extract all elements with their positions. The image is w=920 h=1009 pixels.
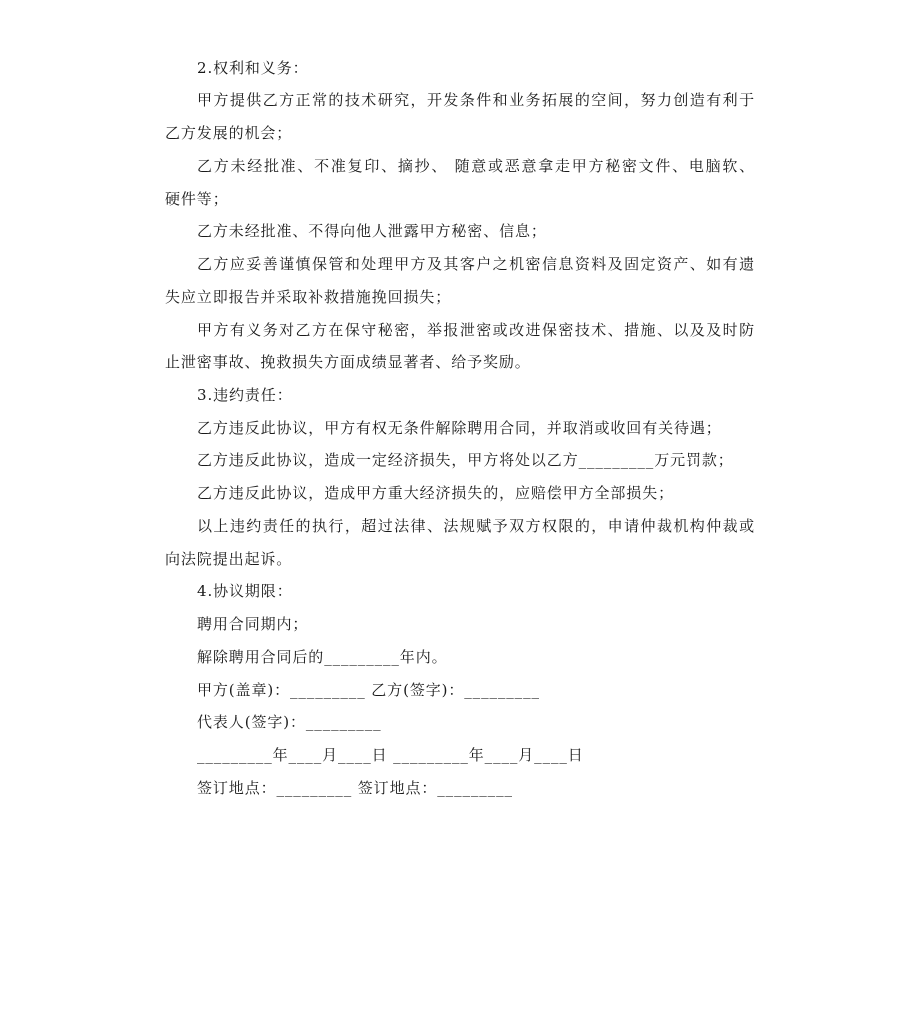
section-heading-rights-obligations: 2.权利和义务：: [197, 59, 309, 77]
paragraph-line: 聘用合同期内；: [197, 615, 309, 633]
paragraph-line: 硬件等；: [165, 190, 229, 208]
signature-representative-line: 代表人(签字)：_________: [197, 713, 382, 731]
paragraph-line: 甲方有义务对乙方在保守秘密，举报泄密或改进保密技术、措施、以及及时防: [197, 321, 755, 339]
paragraph-line: 乙方应妥善谨慎保管和处理甲方及其客户之机密信息资料及固定资产、如有遗: [197, 255, 755, 273]
section-heading-breach-liability: 3.违约责任：: [197, 386, 293, 404]
paragraph-line: 乙方未经批准、不准复印、摘抄、 随意或恶意拿走甲方秘密文件、电脑软、: [197, 157, 755, 175]
paragraph-line: 乙方发展的机会；: [165, 124, 293, 142]
section-heading-agreement-term: 4.协议期限：: [197, 582, 293, 600]
paragraph-line: 止泄密事故、挽救损失方面成绩显著者、给予奖励。: [165, 353, 531, 371]
paragraph-line: 以上违约责任的执行，超过法律、法规赋予双方权限的，申请仲裁机构仲裁或: [197, 517, 755, 535]
paragraph-line: 乙方违反此协议，造成甲方重大经济损失的，应赔偿甲方全部损失；: [197, 484, 675, 502]
paragraph-line: 向法院提出起诉。: [165, 550, 293, 568]
paragraph-line: 失应立即报告并采取补救措施挽回损失；: [165, 288, 452, 306]
signature-location-line: 签订地点：_________ 签订地点：_________: [197, 779, 513, 797]
paragraph-line: 乙方违反此协议，甲方有权无条件解除聘用合同，并取消或收回有关待遇；: [197, 419, 722, 437]
signature-date-line: _________年____月____日 _________年____月____日: [197, 746, 584, 764]
paragraph-line: 乙方违反此协议，造成一定经济损失，甲方将处以乙方_________万元罚款；: [197, 451, 734, 469]
paragraph-line: 解除聘用合同后的_________年内。: [197, 648, 448, 666]
paragraph-line: 乙方未经批准、不得向他人泄露甲方秘密、信息；: [197, 222, 547, 240]
paragraph-line: 甲方提供乙方正常的技术研究，开发条件和业务拓展的空间，努力创造有利于: [197, 91, 755, 109]
signature-party-line: 甲方(盖章)：_________ 乙方(签字)：_________: [197, 681, 540, 699]
